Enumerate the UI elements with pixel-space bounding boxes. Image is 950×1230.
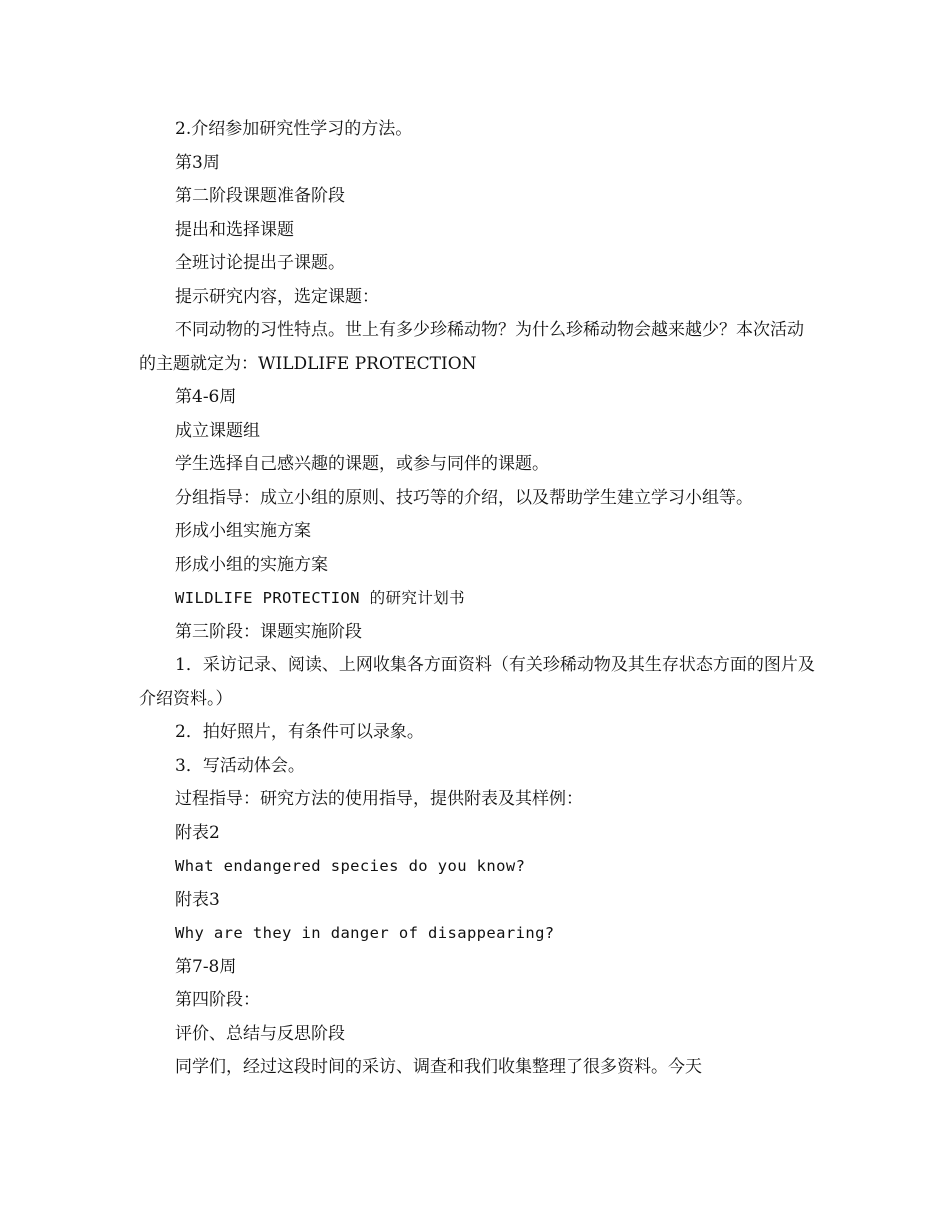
- paragraph-class-discussion: 全班讨论提出子课题。: [175, 253, 345, 273]
- paragraph-step-1: 1．采访记录、阅读、上网收集各方面资料（有关珍稀动物及其生存状态方面的图片及介绍资料。）: [139, 655, 815, 709]
- paragraph-week-3: 第3周: [175, 152, 220, 173]
- paragraph-research-hint: 提示研究内容，选定课题：: [175, 286, 379, 307]
- paragraph-form-group: 成立课题组: [175, 420, 260, 441]
- paragraph-question-2: Why are they in danger of disappearing?: [175, 924, 555, 942]
- paragraph-evaluation: 评价、总结与反思阶段: [175, 1023, 345, 1044]
- paragraph-theme: 不同动物的习性特点。世上有多少珍稀动物？为什么珍稀动物会越来越少？本次活动的主题就定为：WILDLIFE PROTECTION: [139, 320, 804, 374]
- paragraph-question-1: What endangered species do you know?: [175, 857, 526, 875]
- paragraph-method-intro: 2.介绍参加研究性学习的方法。: [175, 119, 413, 139]
- paragraph-research-plan: WILDLIFE PROTECTION 的研究计划书: [175, 589, 466, 607]
- heading-stage-4: 第四阶段：: [175, 990, 260, 1010]
- paragraph-process-guidance: 过程指导：研究方法的使用指导，提供附表及其样例：: [175, 789, 583, 809]
- paragraph-appendix-2: 附表2: [175, 822, 220, 843]
- paragraph-step-2: 2．拍好照片，有条件可以录象。: [175, 722, 424, 742]
- paragraph-propose-topic: 提出和选择课题: [175, 219, 294, 240]
- document-body: [139, 113, 819, 1085]
- paragraph-week-7-8: 第7-8周: [175, 956, 237, 977]
- paragraph-appendix-3: 附表3: [175, 889, 220, 910]
- paragraph-closing: 同学们，经过这段时间的采访、调查和我们收集整理了很多资料。今天: [175, 1057, 702, 1077]
- paragraph-group-plan: 形成小组实施方案: [175, 521, 311, 541]
- paragraph-step-3: 3．写活动体会。: [175, 755, 305, 776]
- paragraph-group-guidance: 分组指导：成立小组的原则、技巧等的介绍，以及帮助学生建立学习小组等。: [175, 487, 753, 508]
- paragraph-choose-topic: 学生选择自己感兴趣的课题，或参与同伴的课题。: [175, 454, 549, 474]
- paragraph-group-plan-2: 形成小组的实施方案: [175, 554, 328, 575]
- heading-stage-2: 第二阶段课题准备阶段: [175, 186, 345, 206]
- heading-stage-3: 第三阶段：课题实施阶段: [175, 621, 362, 642]
- paragraph-week-4-6: 第4-6周: [175, 387, 237, 407]
